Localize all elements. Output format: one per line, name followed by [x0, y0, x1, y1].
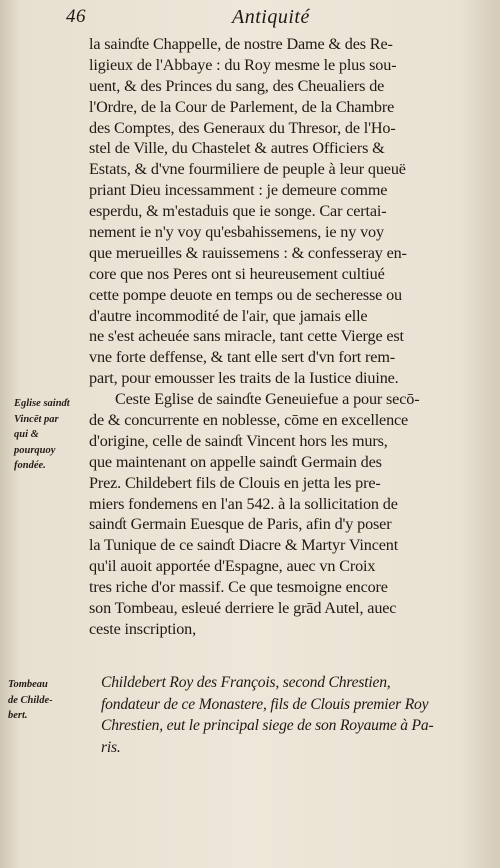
inscription-line: Chrestien, eut le principal siege de son Royaume à Pa- — [101, 717, 434, 734]
body-text — [89, 34, 474, 640]
text-line: ceste inscription, — [89, 619, 196, 638]
text-line: l'Ordre, de la Cour de Parlement, de la Chambre — [89, 97, 395, 116]
inscription-block — [101, 672, 486, 758]
margin-note-line: fondée. — [14, 460, 46, 471]
text-line: que maintenant on appelle sainɗt Germain des — [89, 452, 382, 471]
text-line: stel de Ville, du Chastelet & autres Officiers & — [89, 139, 385, 158]
text-line: Prez. Childebert fils de Clouis en jetta les pre- — [89, 473, 381, 492]
text-line: ne s'est acheuée sans miracle, tant cette Vierge est — [89, 327, 404, 346]
running-title: Antiquité — [232, 6, 310, 28]
text-line: core que nos Peres ont si heureusement cultiué — [89, 264, 385, 283]
text-line: tres riche d'or massif. Ce que tesmoigne encore — [89, 578, 388, 597]
margin-note-line: bert. — [8, 710, 28, 721]
text-line: des Comptes, des Generaux du Thresor, de l'Ho- — [89, 118, 396, 137]
margin-note-line: de Childe- — [8, 694, 53, 706]
text-line: miers fondemens en l'an 542. à la sollicitation de — [89, 494, 398, 513]
text-line: d'origine, celle de sainɗt Vincent hors les murs, — [89, 431, 388, 450]
inscription-line: ris. — [101, 738, 121, 756]
text-line: sainɗt Germain Euesque de Paris, afin d'y poser — [89, 515, 392, 534]
text-line: vne forte deffense, & tant elle sert d'vn fort rem- — [89, 348, 396, 367]
text-line: esperdu, & m'estaduis que ie songe. Car certai- — [89, 202, 387, 221]
margin-note-line: Eglise sainɗt — [14, 398, 70, 409]
margin-note-tombeau — [8, 677, 53, 724]
text-line: d'autre incommodité de l'air, que jamais elle — [89, 306, 368, 325]
text-line: Ceste Eglise de sainɗte Geneuiefue a pour secō- — [115, 390, 420, 409]
text-line: cette pompe deuote en temps ou de secheresse ou — [89, 285, 402, 304]
text-line: uent, & des Princes du sang, des Cheualiers de — [89, 76, 385, 95]
inscription-line: fondateur de ce Monastere, fils de Clouis premier Roy — [101, 695, 429, 713]
text-line: priant Dieu incessamment : je demeure comme — [89, 181, 388, 200]
text-line: qu'il auoit apportée d'Espagne, auec vn Croix — [89, 557, 376, 576]
margin-note-line: qui & — [14, 429, 39, 440]
text-line: la sainɗte Chappelle, de nostre Dame & des Re- — [89, 35, 393, 53]
inscription-line: Childebert Roy des François, second Chrestien, — [101, 674, 391, 691]
text-line: nement ie n'y voy qu'esbahissemens, ie ny voy — [89, 223, 384, 242]
text-line: Estats, & d'vne fourmiliere de peuple à leur queuë — [89, 160, 406, 179]
text-line: part, pour emousser les traits de la Iustice diuine. — [89, 369, 399, 388]
text-line: son Tombeau, esleué derriere le grād Autel, auec — [89, 599, 397, 618]
text-line: ligieux de l'Abbaye : du Roy mesme le plus sou- — [89, 55, 397, 74]
text-line: que merueilles & rauissemens : & confesseray en- — [89, 243, 407, 262]
page-header — [0, 6, 500, 36]
text-line: la Tunique de ce sainɗt Diacre & Martyr Vincent — [89, 536, 399, 555]
page-number: 46 — [66, 6, 86, 27]
margin-note-eglise — [14, 396, 70, 474]
text-line: de & concurrente en noblesse, cōme en excellence — [89, 411, 409, 430]
margin-note-line: pourquoy — [14, 444, 56, 456]
margin-note-line: Vincēt par — [14, 413, 59, 425]
margin-note-line: Tombeau — [8, 679, 48, 690]
